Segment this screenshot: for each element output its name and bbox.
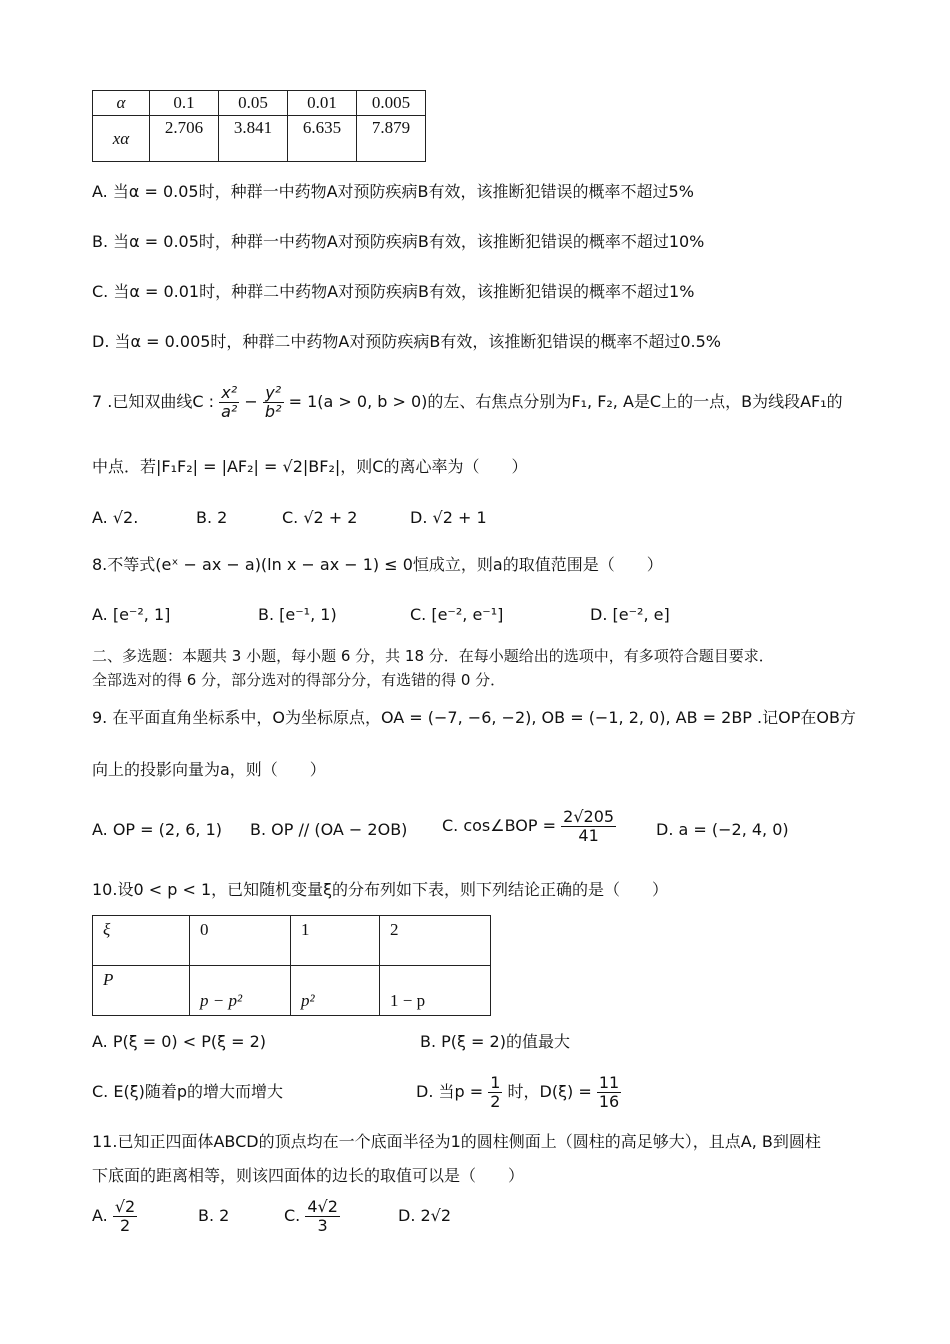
fraction-denominator: 41 (578, 826, 599, 845)
q6-option-d: D. 当α = 0.005时，种群二中药物A对预防疾病B有效，该推断犯错误的概率不超过0.5% (92, 332, 721, 351)
q10-option-d-half (488, 1074, 502, 1111)
q7-option-d: D. √2 + 1 (410, 508, 487, 527)
q9-option-c-fraction (561, 808, 616, 845)
q7-fraction-x: $\frac{\text{x²}}{\text{a²}}$ (221, 383, 238, 421)
q6-option-a: A. 当α = 0.05时，种群一中药物A对预防疾病B有效，该推断犯错误的概率不超过5% (92, 182, 694, 201)
table-cell: 2 (380, 916, 491, 966)
table-cell: 3.841 (219, 116, 288, 162)
table-cell: p − p² (190, 966, 291, 1016)
fraction-numerator: √2 (114, 1197, 136, 1216)
q10-option-d-pre: D. 当p = (416, 1082, 484, 1101)
q11-option-c-label: C. (284, 1206, 301, 1225)
table-cell: α (93, 91, 150, 116)
q6-option-c: C. 当α = 0.01时，种群二中药物A对预防疾病B有效，该推断犯错误的概率不超过1% (92, 282, 695, 301)
table-cell: ξ (93, 916, 190, 966)
table-cell: p² (291, 966, 380, 1016)
table-cell: 1 − p (380, 966, 491, 1016)
fraction-denominator: 16 (598, 1092, 620, 1111)
q9-option-b: B. OP // (OA − 2OB) (250, 820, 408, 839)
q7-stem-line2: 中点．若|F₁F₂| = |AF₂| = √2|BF₂|，则C的离心率为（ ） (92, 457, 528, 476)
q8-option-b: B. [e⁻¹, 1) (258, 605, 337, 624)
q10-stem: 10.设0 < p < 1，已知随机变量ξ的分布列如下表，则下列结论正确的是（ ） (92, 880, 669, 899)
fraction-denominator: 2 (490, 1092, 501, 1111)
table-cell: 0.01 (288, 91, 357, 116)
q11-option-a-label: A. (92, 1206, 108, 1225)
table-cell: 6.635 (288, 116, 357, 162)
table-row (93, 91, 426, 116)
table-cell: 7.879 (357, 116, 426, 162)
table-cell: 0.05 (219, 91, 288, 116)
q9-option-c-pre: C. cos∠BOP = (442, 816, 557, 835)
q10-option-b: B. P(ξ = 2)的值最大 (420, 1032, 570, 1051)
q7-fraction-y: $\frac{\text{y²}}{\text{b²}}$ (264, 383, 282, 421)
q8-stem: 8.不等式(eˣ − ax − a)(ln x − ax − 1) ≤ 0恒成立，则a的取值范围是（ ） (92, 555, 663, 574)
distribution-table (92, 915, 491, 1016)
fraction-numerator: 4√2 (307, 1197, 338, 1216)
q10-option-d-mid: 时，D(ξ) = (507, 1082, 592, 1101)
q11-option-c (284, 1196, 340, 1236)
q9-option-a: A. OP = (2, 6, 1) (92, 820, 223, 839)
q7-stem-pre: 7 .已知双曲线C : (92, 392, 215, 411)
q7-stem-line1 (92, 384, 843, 421)
table-row (93, 916, 491, 966)
q11-option-a-fraction (113, 1198, 137, 1235)
table-cell: 0.005 (357, 91, 426, 116)
table-cell: 2.706 (150, 116, 219, 162)
q11-option-c-fraction (305, 1198, 340, 1235)
q6-option-b: B. 当α = 0.05时，种群一中药物A对预防疾病B有效，该推断犯错误的概率不超过10% (92, 232, 705, 251)
q10-option-a: A. P(ξ = 0) < P(ξ = 2) (92, 1032, 267, 1051)
critical-value-table (92, 90, 426, 162)
fraction-numerator: 11 (598, 1073, 620, 1092)
q8-option-c: C. [e⁻², e⁻¹] (410, 605, 504, 624)
q7-option-a: A. √2. (92, 508, 139, 527)
q11-option-b: B. 2 (198, 1206, 230, 1225)
section2-header-line2: 全部选对的得 6 分，部分选对的得部分分，有选错的得 0 分． (92, 671, 506, 689)
q10-option-c: C. E(ξ)随着p的增大而增大 (92, 1082, 284, 1101)
section2-header-line1: 二、多选题：本题共 3 小题，每小题 6 分，共 18 分．在每小题给出的选项中，有多项符合题目要求． (92, 647, 774, 665)
q8-option-a: A. [e⁻², 1] (92, 605, 171, 624)
q9-stem-line1: 9. 在平面直角坐标系中，O为坐标原点，OA = (−7, −6, −2), OB = (−1, 2, 0), AB = 2BP .记OP在OB方 (92, 708, 856, 727)
fraction-numerator: 1 (490, 1073, 501, 1092)
fraction-numerator: 2√205 (563, 807, 615, 826)
q9-option-c (442, 806, 616, 846)
q7-minus: − (244, 392, 258, 411)
q11-stem-line2: 下底面的距离相等，则该四面体的边长的取值可以是（ ） (92, 1166, 525, 1185)
q7-option-c: C. √2 + 2 (282, 508, 358, 527)
q9-stem-line2: 向上的投影向量为a，则（ ） (92, 760, 326, 779)
fraction-denominator: 2 (119, 1216, 131, 1235)
q10-option-d (416, 1070, 621, 1114)
q8-option-d: D. [e⁻², e] (590, 605, 670, 624)
table-cell: 0.1 (150, 91, 219, 116)
q11-option-a (92, 1196, 137, 1236)
q9-option-d: D. a = (−2, 4, 0) (656, 820, 789, 839)
table-row (93, 966, 491, 1016)
q7-option-b: B. 2 (196, 508, 228, 527)
table-cell: 0 (190, 916, 291, 966)
q11-stem-line1: 11.已知正四面体ABCD的顶点均在一个底面半径为1的圆柱侧面上（圆柱的高足够大），且点A, B到圆柱 (92, 1132, 821, 1151)
q7-stem-mid: = 1(a > 0, b > 0)的左、右焦点分别为F₁, F₂, A是C上的一点，B为线段AF₁的 (288, 392, 843, 411)
table-cell: 1 (291, 916, 380, 966)
q11-option-d: D. 2√2 (398, 1206, 452, 1225)
table-cell: P (93, 966, 190, 1016)
table-row (93, 116, 426, 162)
q10-option-d-value (597, 1074, 621, 1111)
table-cell: xα (93, 116, 150, 162)
fraction-denominator: 3 (317, 1216, 328, 1235)
